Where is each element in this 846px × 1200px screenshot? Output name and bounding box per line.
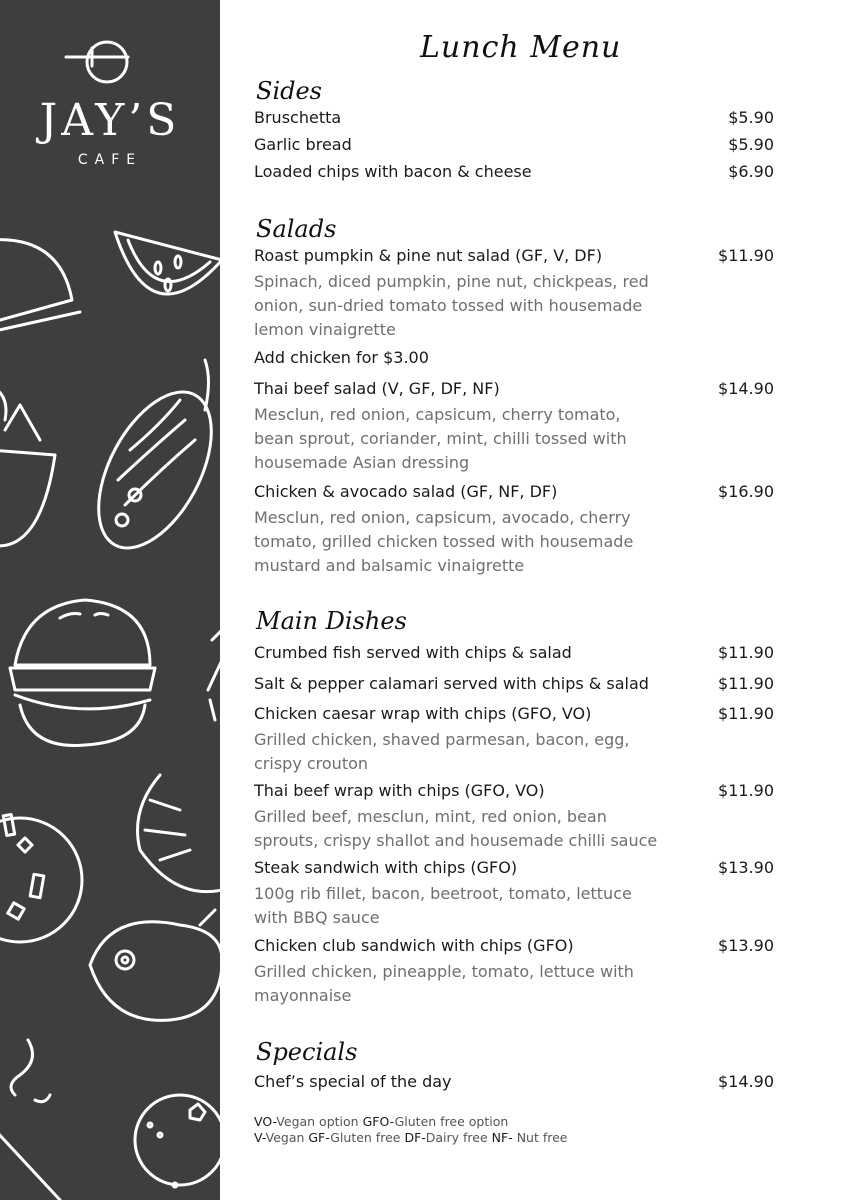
item-name: Steak sandwich with chips (GFO)	[254, 858, 518, 877]
croissant-icon	[138, 775, 221, 892]
item-name: Chicken club sandwich with chips (GFO)	[254, 936, 574, 955]
item-description: 100g rib fillet, bacon, beetroot, tomato, lettuce with BBQ sauce	[254, 884, 632, 927]
menu-title: Lunch Menu	[420, 30, 622, 65]
item-description: Grilled chicken, shaved parmesan, bacon, egg, crispy crouton	[254, 730, 630, 773]
item-name: Garlic bread	[254, 135, 352, 154]
item-name: Thai beef wrap with chips (GFO, VO)	[254, 781, 545, 800]
skewer-icon	[208, 630, 220, 720]
legend-code: GF-	[308, 1130, 331, 1145]
brand-subtitle: CAFE	[77, 152, 143, 168]
item-price: $13.90	[718, 936, 774, 955]
item-price: $11.90	[718, 246, 774, 265]
legend-line-2	[254, 1130, 568, 1146]
item-description: Grilled chicken, pineapple, tomato, lettuce with mayonnaise	[254, 962, 634, 1005]
dietary-legend	[254, 1114, 568, 1146]
legend-code: NF-	[491, 1130, 513, 1145]
watermelon-icon	[115, 232, 220, 294]
item-price: $5.90	[728, 135, 774, 154]
legend-code: VO-	[254, 1114, 277, 1129]
item-price: $14.90	[718, 379, 774, 398]
item-price: $11.90	[718, 704, 774, 723]
item-price: $11.90	[718, 781, 774, 800]
brand-name: JAY’S	[39, 95, 181, 146]
legend-text: Dairy free	[425, 1130, 492, 1145]
burger-icon	[10, 600, 155, 746]
legend-text: Vegan	[265, 1130, 309, 1145]
item-name: Chicken & avocado salad (GF, NF, DF)	[254, 482, 558, 501]
legend-text: Nut free	[512, 1130, 568, 1145]
item-price: $11.90	[718, 643, 774, 662]
item-name: Salt & pepper calamari served with chips & salad	[254, 674, 649, 693]
squiggle-icon	[0, 1040, 60, 1200]
item-description: Mesclun, red onion, capsicum, cherry tomato, bean sprout, coriander, mint, chilli tossed with housemade Asian dressing	[254, 405, 627, 472]
item-name: Bruschetta	[254, 108, 342, 127]
item-price: $11.90	[718, 674, 774, 693]
item-name: Roast pumpkin & pine nut salad (GF, V, DF)	[254, 246, 603, 265]
orange-icon	[135, 1095, 220, 1187]
item-price: $14.90	[718, 1072, 774, 1091]
legend-text: Gluten free option	[394, 1114, 509, 1129]
item-name: Thai beef salad (V, GF, DF, NF)	[254, 379, 500, 398]
item-addon: Add chicken for $3.00	[254, 348, 429, 367]
item-name: Chef’s special of the day	[254, 1072, 452, 1091]
sidebar-panel	[0, 0, 220, 1200]
fries-icon	[0, 385, 55, 546]
item-price: $16.90	[718, 482, 774, 501]
section-title-sides: Sides	[256, 77, 322, 105]
section-title-salads: Salads	[256, 215, 337, 243]
coffee-cup-logo-icon	[66, 42, 128, 82]
item-price: $13.90	[718, 858, 774, 877]
legend-text: Gluten free	[330, 1130, 405, 1145]
item-price: $6.90	[728, 162, 774, 181]
legend-text: Vegan option	[276, 1114, 363, 1129]
item-description: Spinach, diced pumpkin, pine nut, chickpeas, red onion, sun-dried tomato tossed with housemade lemon vinaigrette	[254, 272, 649, 339]
item-name: Chicken caesar wrap with chips (GFO, VO)	[254, 704, 592, 723]
section-title-specials: Specials	[256, 1038, 358, 1066]
steak-icon	[90, 910, 220, 1020]
pizza-icon	[0, 814, 82, 942]
legend-code: GFO-	[362, 1114, 395, 1129]
bun-icon	[0, 240, 80, 332]
section-title-main-dishes: Main Dishes	[256, 607, 407, 635]
legend-line-1	[254, 1114, 568, 1130]
item-price: $5.90	[728, 108, 774, 127]
corn-icon	[75, 360, 220, 566]
legend-code: DF-	[404, 1130, 426, 1145]
item-description: Mesclun, red onion, capsicum, avocado, cherry tomato, grilled chicken tossed with housemade mustard and balsamic vinaigrette	[254, 508, 634, 575]
legend-code: V-	[254, 1130, 266, 1145]
item-description: Grilled beef, mesclun, mint, red onion, bean sprouts, crispy shallot and housemade chilli sauce	[254, 807, 658, 850]
item-name: Crumbed fish served with chips & salad	[254, 643, 572, 662]
item-name: Loaded chips with bacon & cheese	[254, 162, 532, 181]
